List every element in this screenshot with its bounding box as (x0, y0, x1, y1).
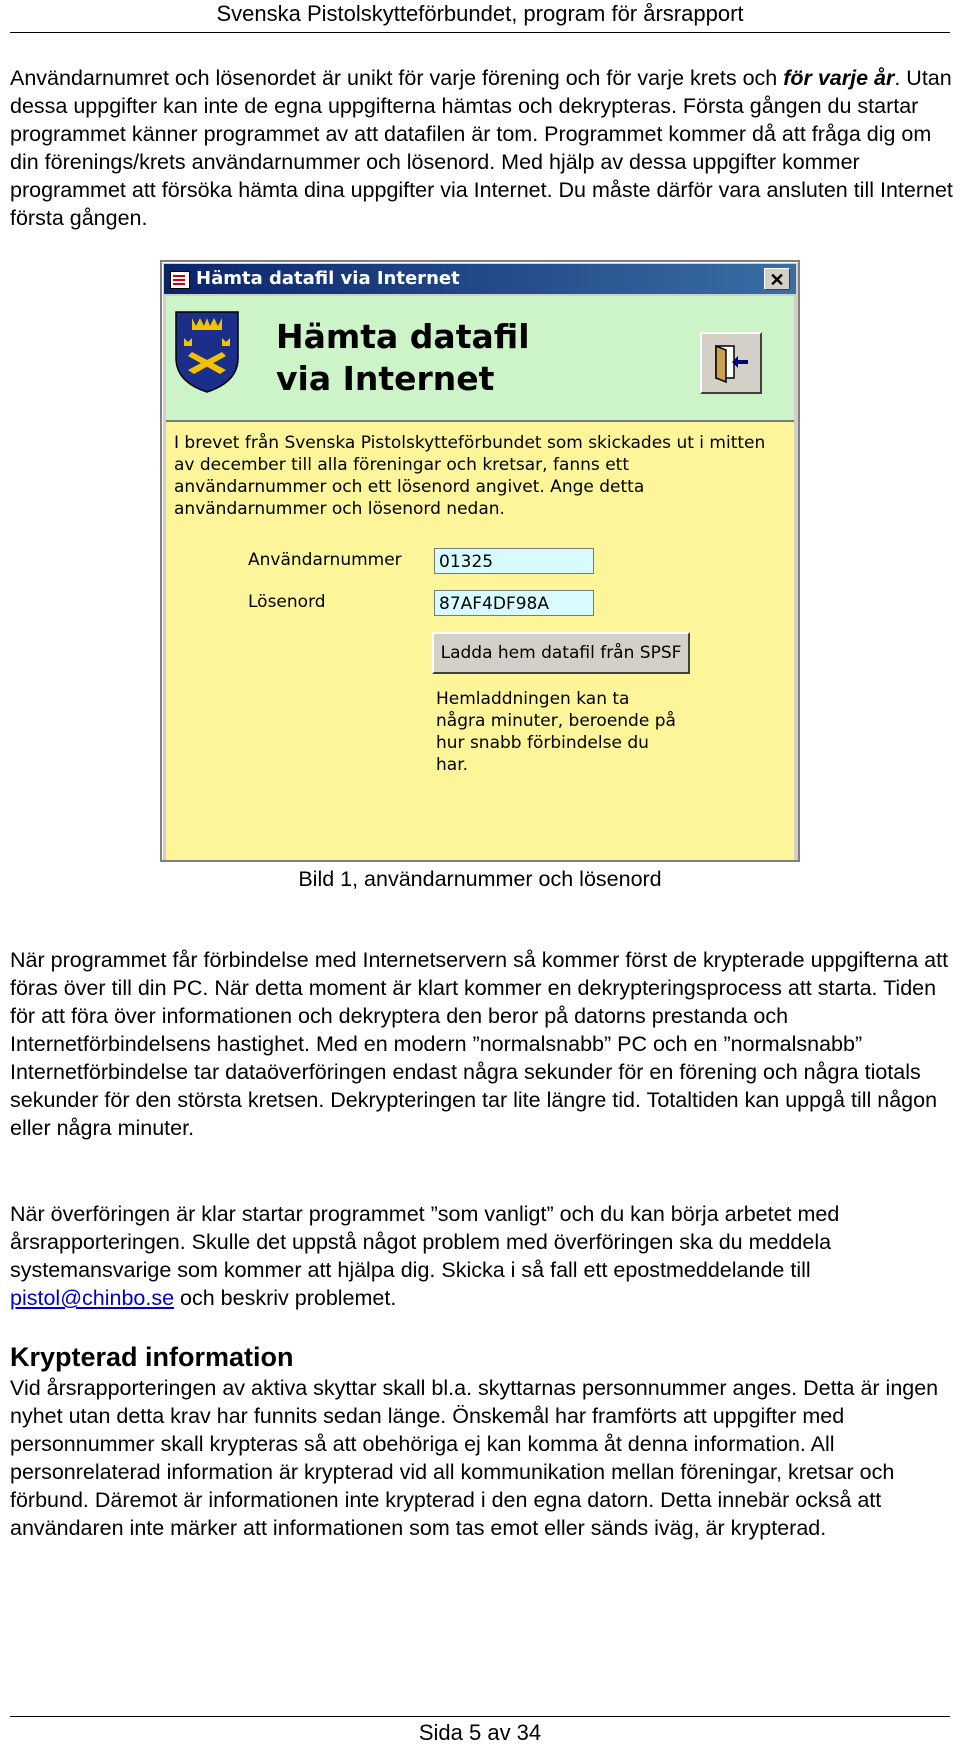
transfer-paragraph (10, 946, 955, 1142)
encryption-text: Vid årsrapporteringen av aktiva skyttar skall bl.a. skyttarnas personnummer anges. Detta är ingen nyhet utan detta krav har funnits sedan länge. Önskemål har framförts att uppgifter med personnummer skall krypteras så att obehöriga ej kan komma åt denna information. All personrelaterad information är krypterad vid all kommunikation mellan föreningar, kretsar och förbund. Däremot är informationen inte krypterad i den egna datorn. Detta innebär också att användaren inte märker att informationen som tas emot eller sänds iväg, är krypterad. (10, 1376, 939, 1540)
dialog-big-title (276, 316, 530, 400)
user-number-label: Användarnummer (248, 550, 402, 570)
dialog-big-title-line1: Hämta datafil (276, 317, 530, 356)
dialog-body (166, 422, 794, 860)
footer-rule (10, 1716, 950, 1717)
dialog-intro-text: I brevet från Svenska Pistolskytteförbundet som skickades ut i mitten av december till alla föreningar och kretsar, fanns ett användarnummer och ett lösenord angivet. Ange detta användarnummer och lösenord nedan. (174, 433, 766, 519)
intro-text-end: . Utan dessa uppgifter kan inte de egna uppgifterna hämtas och dekrypteras. Första gången du startar programmet känner programmet av att datafilen är tom. Programmet kommer då att fråga dig om din förenings/krets användarnummer och lösenord. Med hjälp av dessa uppgifter kommer programmet att försöka hämta dina uppgifter via Internet. Du måste därför vara ansluten till Internet första gången. (10, 66, 953, 230)
intro-paragraph (10, 64, 955, 232)
dialog-title: Hämta datafil via Internet (196, 268, 460, 289)
transfer-text: När programmet får förbindelse med Internetservern så kommer först de krypterade uppgifterna att föras över till din PC. När detta moment är klart kommer en dekrypteringsprocess att starta. Tiden för att föra över informationen och dekryptera den beror på datorns prestanda och Internetförbindelsens hastighet. Med en modern ”normalsnabb” PC och en ”normalsnabb” Internetförbindelse tar dataöverföringen endast några sekunder för en förening och några tiotals sekunder för den största kretsen. Dekrypteringen tar lite längre tid. Totaltiden kan uppgå till någon eller några minuter. (10, 948, 949, 1140)
download-button[interactable]: Ladda hem datafil från SPSF (432, 632, 690, 674)
figure-caption: Bild 1, användarnummer och lösenord (298, 867, 662, 891)
intro-emphasis: för varje år (783, 66, 895, 90)
close-button[interactable]: ✕ (764, 268, 790, 290)
password-label: Lösenord (248, 592, 326, 612)
problem-paragraph (10, 1200, 955, 1312)
download-dialog (160, 260, 800, 862)
download-note: Hemladdningen kan ta några minuter, beroende på hur snabb förbindelse du har. (436, 689, 676, 775)
section-heading: Krypterad information (10, 1342, 294, 1372)
email-link[interactable]: pistol@chinbo.se (10, 1286, 175, 1310)
problem-text-end: och beskriv problemet. (174, 1286, 397, 1310)
crest-icon (172, 308, 242, 394)
dialog-header-band (166, 296, 794, 422)
page-number: Sida 5 av 34 (418, 1720, 542, 1745)
app-form-icon (170, 271, 190, 289)
header-rule (10, 32, 950, 33)
exit-button[interactable] (700, 332, 762, 394)
intro-text-start: Användarnumret och lösenordet är unikt för varje förening och för varje krets och (10, 66, 784, 90)
problem-text-start: När överföringen är klar startar programmet ”som vanligt” och du kan börja arbetet med årsrapporteringen. Skulle det uppstå något problem med överföringen ska du meddela systemansvarige som kommer att hjälpa dig. Skicka i så fall ett epostmeddelande till (10, 1202, 840, 1282)
page-header: Svenska Pistolskytteförbundet, program för årsrapport (216, 1, 744, 26)
user-number-field[interactable]: 01325 (434, 548, 594, 574)
encryption-paragraph (10, 1374, 955, 1542)
password-field[interactable]: 87AF4DF98A (434, 590, 594, 616)
exit-door-icon (702, 334, 760, 392)
dialog-big-title-line2: via Internet (276, 359, 495, 398)
dialog-title-bar (164, 264, 796, 294)
